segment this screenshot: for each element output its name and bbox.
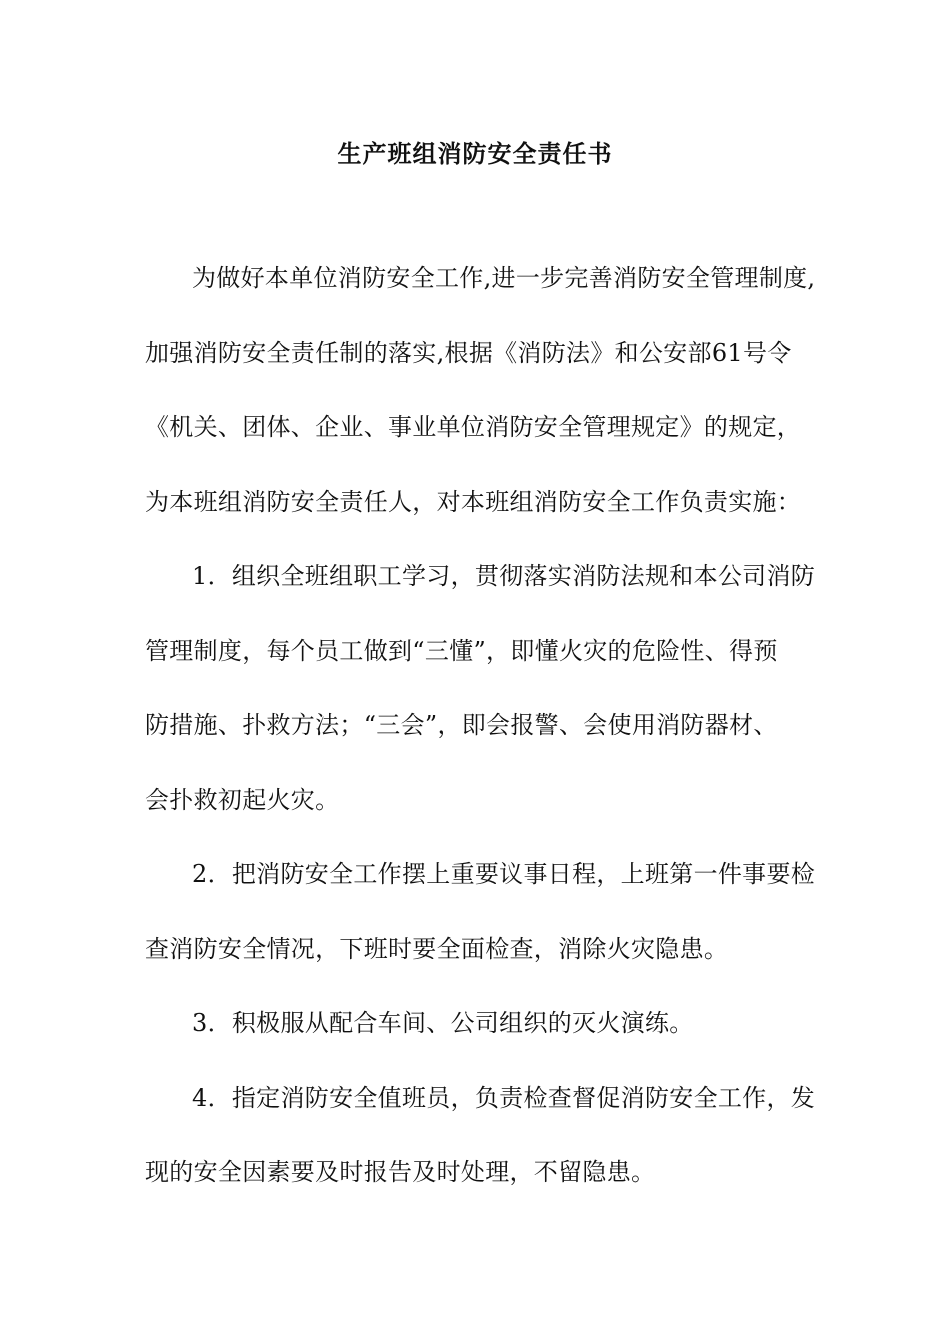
item-1-line-1: 1．组织全班组职工学习，贯彻落实消防法规和本公司消防 <box>192 562 816 590</box>
paragraph-intro-line-1: 为做好本单位消防安全工作,进一步完善消防安全管理制度, <box>192 264 816 292</box>
item-2-line-2: 查消防安全情况，下班时要全面检查，消除火灾隐患。 <box>145 935 729 963</box>
paragraph-intro-line-4: 为本班组消防安全责任人，对本班组消防安全工作负责实施： <box>145 488 802 516</box>
item-4-line-1: 4．指定消防安全值班员，负责检查督促消防安全工作，发 <box>192 1084 816 1112</box>
document-title: 生产班组消防安全责任书 <box>337 139 613 168</box>
paragraph-intro-line-2: 加强消防安全责任制的落实,根据《消防法》和公安部61号令 <box>145 339 792 367</box>
paragraph-intro-line-3: 《机关、团体、企业、事业单位消防安全管理规定》的规定， <box>145 413 802 441</box>
item-4-line-2: 现的安全因素要及时报告及时处理，不留隐患。 <box>145 1158 656 1186</box>
item-1-line-4: 会扑救初起火灾。 <box>145 786 340 814</box>
item-2-line-1: 2．把消防安全工作摆上重要议事日程，上班第一件事要检 <box>192 860 816 888</box>
item-1-line-3: 防措施、扑救方法；“三会”，即会报警、会使用消防器材、 <box>145 711 778 739</box>
item-1-line-2: 管理制度，每个员工做到“三懂”，即懂火灾的危险性、得预 <box>145 637 778 665</box>
item-3-line-1: 3．积极服从配合车间、公司组织的灭火演练。 <box>192 1009 694 1037</box>
